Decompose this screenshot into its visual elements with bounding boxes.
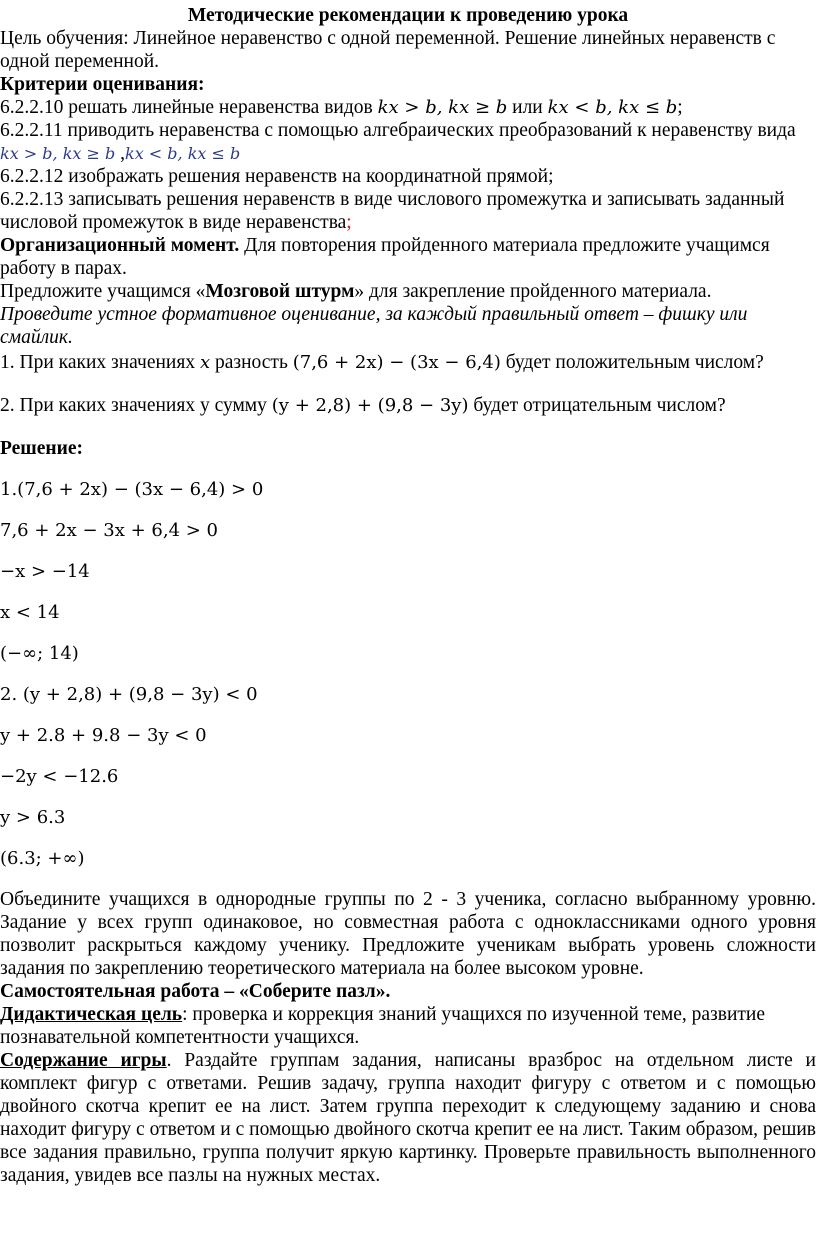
- brainstorm-post: » для закрепление пройденного материала.: [354, 281, 712, 302]
- criterion-4: [0, 188, 816, 234]
- criterion-2-math-b: kx < b, kx ≤ b: [125, 144, 241, 163]
- brainstorm-pre: Предложите учащимся «: [0, 281, 206, 302]
- criterion-2: [0, 119, 816, 165]
- criterion-3-text: изображать решения неравенств на координатной прямой;: [63, 166, 554, 187]
- solution-heading: Решение:: [0, 438, 84, 459]
- question-2: [0, 394, 816, 417]
- criterion-1: [0, 96, 816, 119]
- learning-goal: [0, 27, 816, 73]
- question-1-mid: разность: [210, 352, 293, 373]
- solution-line: y > 6.3: [0, 807, 66, 828]
- didactic-goal-label: Дидактическая цель: [0, 1004, 183, 1025]
- solution-line: (6.3; +∞): [0, 848, 85, 869]
- didactic-goal-text: : проверка и коррекция знаний учащихся по изученной теме, развитие познавательной компетентности учащихся.: [0, 1004, 765, 1048]
- question-1-pre: 1. При каких значениях: [0, 352, 200, 373]
- org-moment: [0, 234, 816, 280]
- org-moment-text: Для повторения пройденного материала предложите учащимся работу в парах.: [0, 235, 770, 279]
- groups-paragraph: Объедините учащихся в однородные группы по 2 - 3 ученика, согласно выбранному уровню. Задание у всех групп одинаковое, но совместная работа с одноклассниками одного уровня позволит раскрыться каждому ученику. Предложите ученикам выбрать уровень сложности задания по закреплению теоретического материала на более высоком уровне.: [0, 889, 816, 979]
- criterion-4-end: ;: [346, 212, 352, 233]
- question-2-pre: 2. При каких значениях у сумму: [0, 395, 272, 416]
- solution-line: 1.(7,6 + 2x) − (3x − 6,4) > 0: [0, 479, 264, 500]
- criterion-3: [0, 165, 816, 188]
- brainstorm-bold: Мозговой штурм: [205, 281, 355, 302]
- didactic-goal: [0, 1003, 816, 1049]
- question-1: [0, 351, 816, 374]
- game-content: [0, 1049, 816, 1187]
- question-1-expr: (7,6 + 2x) − (3x − 6,4): [292, 352, 501, 373]
- criterion-1-text: решать линейные неравенства видов: [63, 97, 378, 118]
- learning-goal-text: Линейное неравенство с одной переменной. Решение линейных неравенств с одной переменной.: [0, 28, 776, 72]
- brainstorm: [0, 280, 816, 303]
- independent-work-heading: Самостоятельная работа – «Соберите пазл».: [0, 981, 391, 1002]
- criterion-2-text: приводить неравенства с помощью алгебраических преобразований к неравенству вида: [62, 120, 796, 141]
- solution-line: −2y < −12.6: [0, 766, 119, 787]
- solution-line: y + 2.8 + 9.8 − 3y < 0: [0, 725, 207, 746]
- criterion-2-code: 6.2.2.11: [0, 120, 63, 141]
- question-2-expr: (y + 2,8) + (9,8 − 3y): [271, 395, 469, 416]
- solution-block: [0, 478, 816, 870]
- solution-line: x < 14: [0, 602, 60, 623]
- solution-line: −x > −14: [0, 561, 90, 582]
- question-1-post: будет положительным числом?: [500, 352, 764, 373]
- solution-line: 7,6 + 2x − 3x + 6,4 > 0: [0, 520, 219, 541]
- criterion-4-text: записывать решения неравенств в виде числового промежутка и записывать заданный числовой промежуток в виде неравенства: [0, 189, 785, 233]
- page-title: Методические рекомендации к проведению урока: [187, 5, 629, 26]
- criterion-2-math-a: kx > b, kx ≥ b: [0, 144, 116, 163]
- game-content-label: Содержание игры: [0, 1050, 167, 1071]
- criterion-3-code: 6.2.2.12: [0, 166, 64, 187]
- criterion-4-code: 6.2.2.13: [0, 189, 64, 210]
- question-1-var: x: [199, 352, 211, 373]
- game-content-text: . Раздайте группам задания, написаны вразброс на отдельном листе и комплект фигур с ответами. Решив задачу, группа находит фигуру с ответом и с помощью двойного скотча крепит ее на лист. Затем группа переходит к следующему заданию и снова находит фигуру с ответом и с помощью двойного скотча крепит ее на лист. Таким образом, решив все задания правильно, группа получит яркую картинку. Проверьте правильность выполненного задания, увидев все пазлы на нужных местах.: [0, 1050, 816, 1186]
- criterion-1-math-b: kx < b, kx ≤ b: [547, 97, 678, 118]
- formative-note: Проведите устное формативное оценивание, за каждый правильный ответ – фишку или смайлик.: [0, 304, 748, 348]
- learning-goal-label: Цель обучения:: [0, 28, 134, 49]
- solution-line: (−∞; 14): [0, 643, 79, 664]
- criteria-heading: Критерии оценивания:: [0, 74, 205, 95]
- question-2-post: будет отрицательным числом?: [468, 395, 726, 416]
- org-moment-heading: Организационный момент.: [0, 235, 240, 256]
- criterion-1-math-a: kx > b, kx ≥ b: [377, 97, 508, 118]
- solution-line: 2. (y + 2,8) + (9,8 − 3y) < 0: [0, 684, 258, 705]
- criterion-1-code: 6.2.2.10: [0, 97, 64, 118]
- criterion-2-comma: ,: [115, 143, 125, 164]
- criterion-1-end: ;: [677, 97, 683, 118]
- criterion-1-or: или: [507, 97, 548, 118]
